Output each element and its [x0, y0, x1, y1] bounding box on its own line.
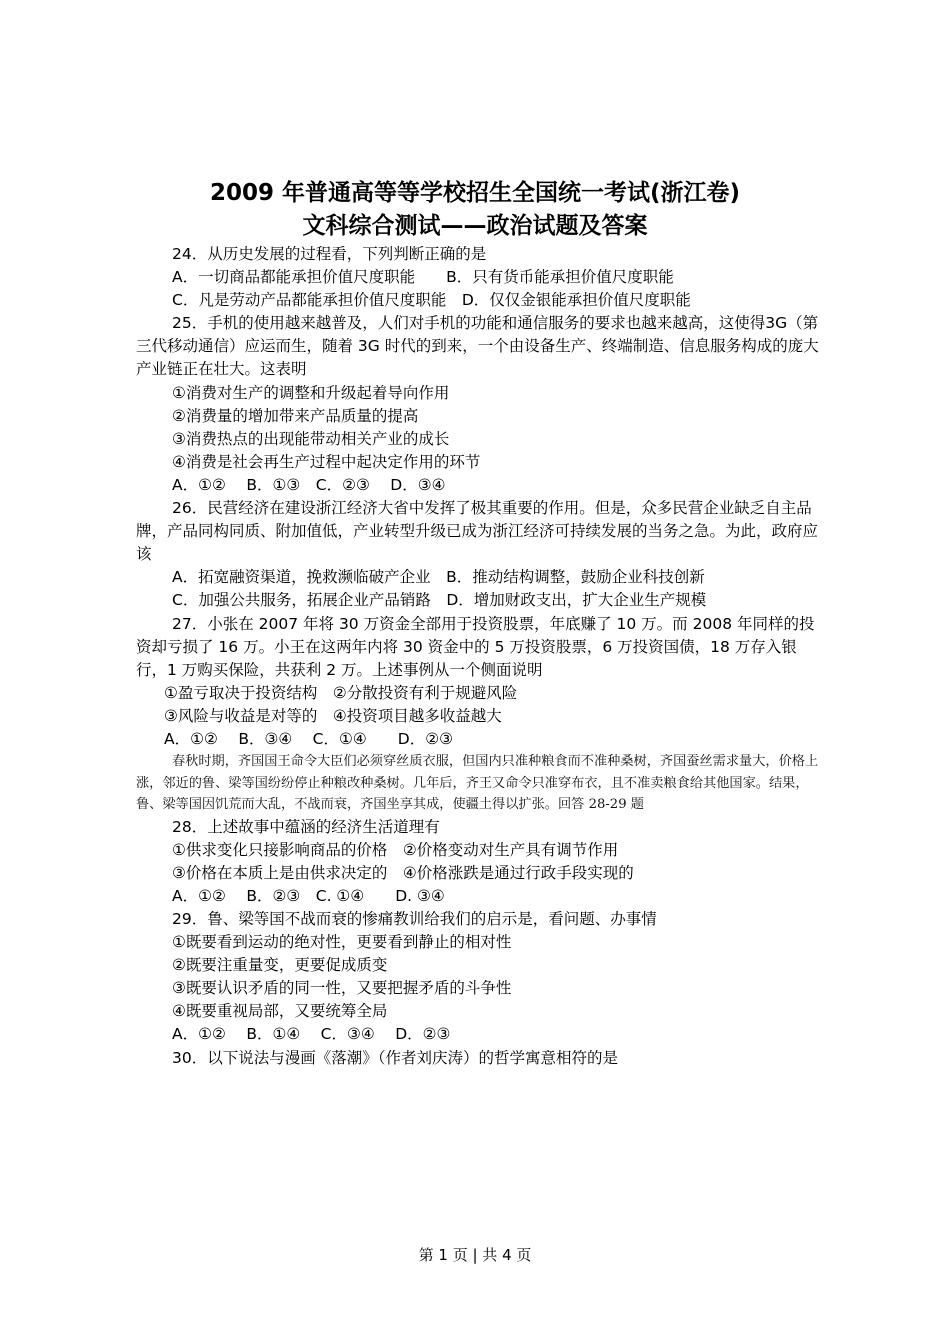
page-footer: 第 1 页 | 共 4 页	[418, 1246, 532, 1264]
q27-options: A．①② B．③④ C．①④ D．②③	[164, 729, 454, 748]
q29-item-2: ②既要注重量变，更要促成质变	[172, 956, 388, 975]
q29-item-3: ③既要认识矛盾的同一性，又要把握矛盾的斗争性	[172, 979, 512, 998]
q29-item-1: ①既要看到运动的绝对性，更要看到静止的相对性	[172, 933, 512, 952]
q30-stem: 30．以下说法与漫画《落潮》（作者刘庆涛）的哲学寓意相符的是	[172, 1048, 618, 1067]
q29-item-4: ④既要重视局部，又要统筹全局	[172, 1002, 388, 1021]
q28-items-12: ①供求变化只接影响商品的价格 ②价格变动对生产具有调节作用	[172, 840, 619, 859]
q25-item-2: ②消费量的增加带来产品质量的提高	[172, 406, 419, 425]
q27-items-34: ③风险与收益是对等的 ④投资项目越多收益越大	[164, 706, 502, 725]
page-subtitle: 文科综合测试——政治试题及答案	[302, 213, 648, 239]
story-passage: 春秋时期，齐国国王命令大臣们必须穿丝质衣服，但国内只准种粮食而不准种桑树，齐国蚕丝需求量大，价格上涨，邻近的鲁、梁等国纷纷停止种粮改种桑树。几年后，齐王又命令只准穿布衣，且不准卖粮食给其他国家。结果，鲁、梁等国因饥荒而大乱，不战而衰，齐国坐享其成，使疆土得以扩张。回答 28-29 题	[136, 754, 819, 813]
q24-options-ab: A．一切商品都能承担价值尺度职能 B．只有货币能承担价值尺度职能	[172, 268, 674, 287]
page-title: 2009 年普通高等等学校招生全国统一考试(浙江卷)	[209, 180, 741, 206]
q26-options-cd: C．加强公共服务，拓展企业产品销路 D．增加财政支出，扩大企业生产规模	[172, 591, 707, 610]
q25-item-3: ③消费热点的出现能带动相关产业的成长	[172, 429, 450, 448]
q25-stem: 25．手机的使用越来越普及，人们对手机的功能和通信服务的要求也越来越高，这使得3G（第三代移动通信）应运而生，随着 3G 时代的到来，一个由设备生产、终端制造、信息服务构成的庞大产业链正在壮大。这表明	[136, 314, 819, 379]
q27-items-12: ①盈亏取决于投资结构 ②分散投资有利于规避风险	[164, 683, 518, 702]
q26-options-ab: A．拓宽融资渠道，挽救濒临破产企业 B．推动结构调整，鼓励企业科技创新	[172, 568, 705, 587]
q24-stem: 24．从历史发展的过程看，下列判断正确的是	[172, 245, 487, 263]
q27-stem: 27．小张在 2007 年将 30 万资金全部用于投资股票，年底赚了 10 万。而 2008 年同样的投资却亏损了 16 万。小王在这两年内将 30 资金中的 5 万投资股票，6 万投资国债，18 万存入银行，1 万购买保险，共获利 2 万。上述事例从一个侧面说明	[136, 614, 815, 679]
q25-item-4: ④消费是社会再生产过程中起决定作用的环节	[172, 452, 481, 471]
q28-stem: 28．上述故事中蕴涵的经济生活道理有	[172, 817, 440, 836]
q29-options: A．①② B．①④ C．③④ D．②③	[172, 1025, 451, 1044]
q29-stem: 29．鲁、梁等国不战而衰的惨痛教训给我们的启示是，看问题、办事情	[172, 909, 657, 928]
question-list	[136, 243, 826, 1070]
q25-options: A．①② B．①③ C．②③ D．③④	[172, 475, 446, 494]
q26-stem: 26．民营经济在建设浙江经济大省中发挥了极其重要的作用。但是，众多民营企业缺乏自主品牌，产品同构同质、附加值低，产业转型升级已成为浙江经济可持续发展的当务之急。为此，政府应该	[136, 499, 819, 564]
q28-items-34: ③价格在本质上是由供求决定的 ④价格涨跌是通过行政手段实现的	[172, 863, 634, 882]
q28-options: A．①② B．②③ C. ①④ D. ③④	[172, 886, 445, 905]
q25-item-1: ①消费对生产的调整和升级起着导向作用	[172, 383, 450, 402]
q24-options-cd: C．凡是劳动产品都能承担价值尺度职能 D．仅仅金银能承担价值尺度职能	[172, 291, 691, 310]
